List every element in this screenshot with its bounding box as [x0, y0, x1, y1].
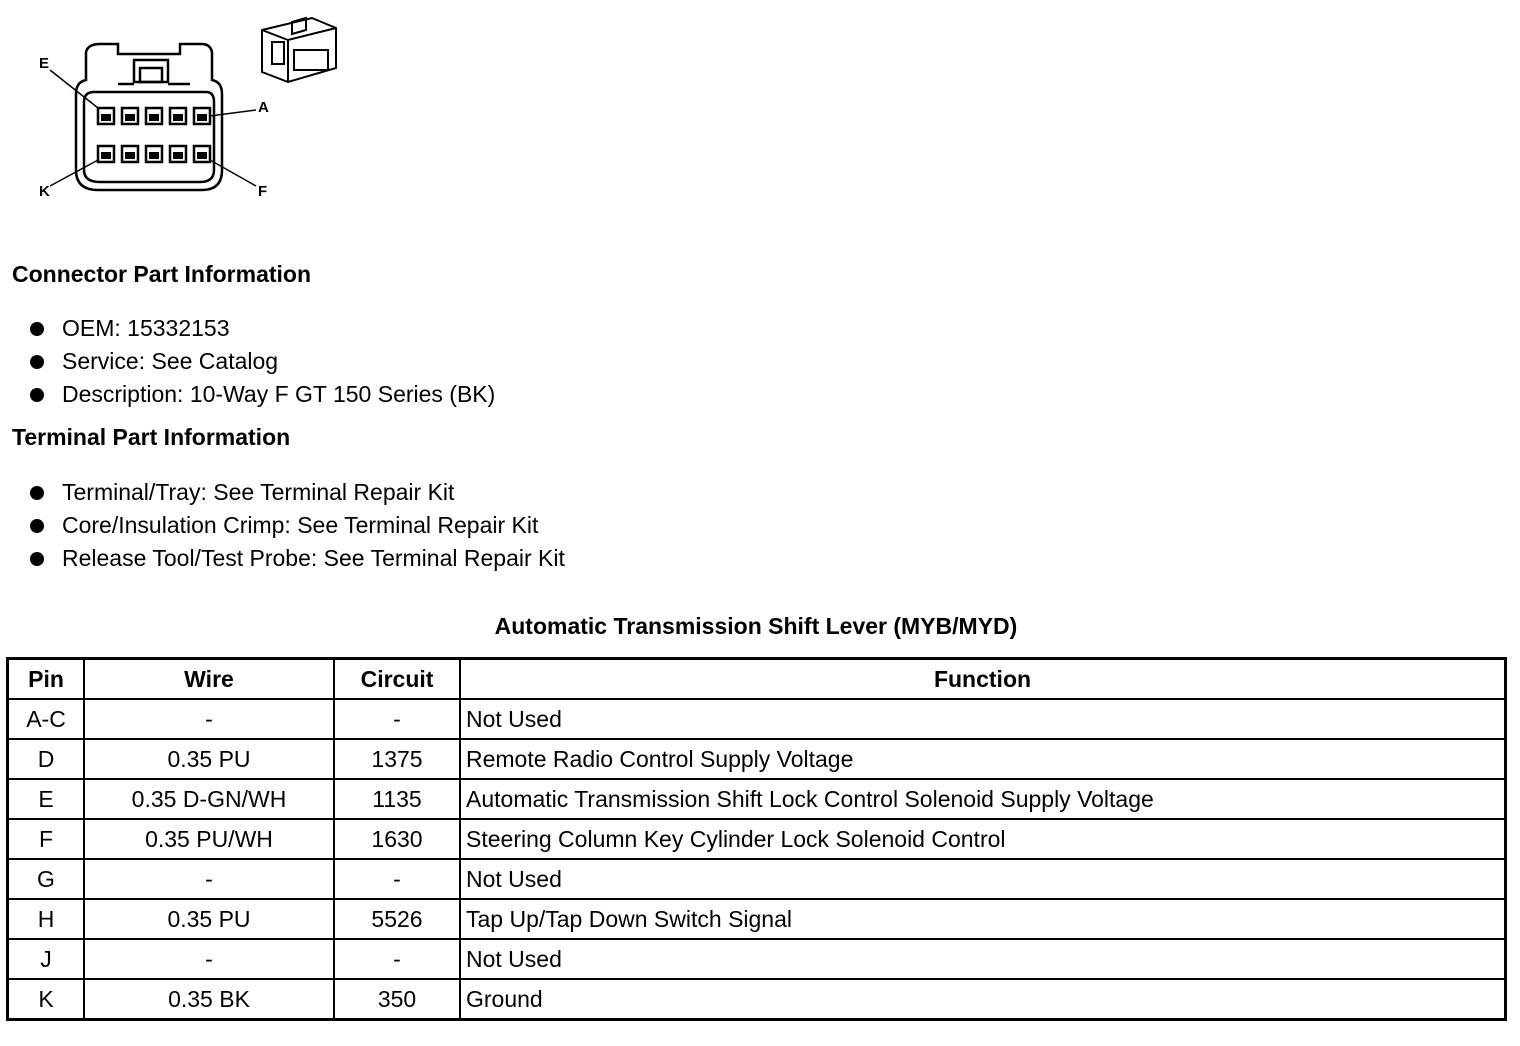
cell-function: Ground	[460, 979, 1506, 1020]
pin-label-f: F	[258, 183, 268, 200]
cell-wire: 0.35 PU/WH	[84, 819, 334, 859]
list-item: Core/Insulation Crimp: See Terminal Repair Kit	[28, 509, 565, 542]
cell-function: Tap Up/Tap Down Switch Signal	[460, 899, 1506, 939]
table-header-row	[8, 659, 1506, 700]
cell-function: Not Used	[460, 699, 1506, 739]
bullet-icon	[30, 388, 44, 402]
header-function: Function	[460, 659, 1506, 700]
header-wire: Wire	[84, 659, 334, 700]
bullet-icon	[30, 486, 44, 500]
table-row	[8, 739, 1506, 779]
cell-wire: 0.35 D-GN/WH	[84, 779, 334, 819]
cell-pin: A-C	[8, 699, 85, 739]
pin-label-a: A	[258, 99, 269, 116]
cell-pin: D	[8, 739, 85, 779]
cell-wire: -	[84, 939, 334, 979]
cell-function: Not Used	[460, 939, 1506, 979]
cell-pin: K	[8, 979, 85, 1020]
table-row	[8, 819, 1506, 859]
bullet-icon	[30, 519, 44, 533]
pin-label-e: E	[39, 55, 50, 72]
cell-pin: F	[8, 819, 85, 859]
connector-face-diagram	[30, 10, 360, 205]
table-title: Automatic Transmission Shift Lever (MYB/MYD)	[494, 613, 1018, 639]
cell-circuit: 1630	[334, 819, 460, 859]
cell-circuit: 5526	[334, 899, 460, 939]
list-item: Service: See Catalog	[28, 345, 495, 378]
bullet-icon	[30, 355, 44, 369]
cell-circuit: -	[334, 699, 460, 739]
header-pin: Pin	[8, 659, 85, 700]
bullet-icon	[30, 322, 44, 336]
cell-wire: -	[84, 859, 334, 899]
table-row	[8, 699, 1506, 739]
cell-circuit: 1135	[334, 779, 460, 819]
cell-circuit: 350	[334, 979, 460, 1020]
cell-function: Automatic Transmission Shift Lock Control Solenoid Supply Voltage	[460, 779, 1506, 819]
list-item: Terminal/Tray: See Terminal Repair Kit	[28, 476, 565, 509]
list-item: Release Tool/Test Probe: See Terminal Repair Kit	[28, 542, 565, 575]
connector-part-information-list	[28, 312, 495, 411]
bullet-icon	[30, 552, 44, 566]
list-item: Description: 10-Way F GT 150 Series (BK)	[28, 378, 495, 411]
cell-circuit: -	[334, 939, 460, 979]
table-row	[8, 939, 1506, 979]
header-circuit: Circuit	[334, 659, 460, 700]
terminal-part-information-title: Terminal Part Information	[12, 424, 291, 450]
cell-function: Not Used	[460, 859, 1506, 899]
cell-wire: 0.35 BK	[84, 979, 334, 1020]
list-item: OEM: 15332153	[28, 312, 495, 345]
cell-circuit: 1375	[334, 739, 460, 779]
cell-pin: G	[8, 859, 85, 899]
cell-circuit: -	[334, 859, 460, 899]
cell-wire: -	[84, 699, 334, 739]
table-row	[8, 859, 1506, 899]
connector-part-information-title: Connector Part Information	[12, 261, 312, 287]
cell-pin: H	[8, 899, 85, 939]
pinout-table	[6, 657, 1507, 1021]
cell-pin: J	[8, 939, 85, 979]
cell-function: Remote Radio Control Supply Voltage	[460, 739, 1506, 779]
pin-label-k: K	[39, 183, 50, 200]
cell-function: Steering Column Key Cylinder Lock Solenoid Control	[460, 819, 1506, 859]
cell-wire: 0.35 PU	[84, 739, 334, 779]
terminal-part-information-list	[28, 476, 565, 575]
cell-wire: 0.35 PU	[84, 899, 334, 939]
table-row	[8, 779, 1506, 819]
cell-pin: E	[8, 779, 85, 819]
table-row	[8, 899, 1506, 939]
table-row	[8, 979, 1506, 1020]
